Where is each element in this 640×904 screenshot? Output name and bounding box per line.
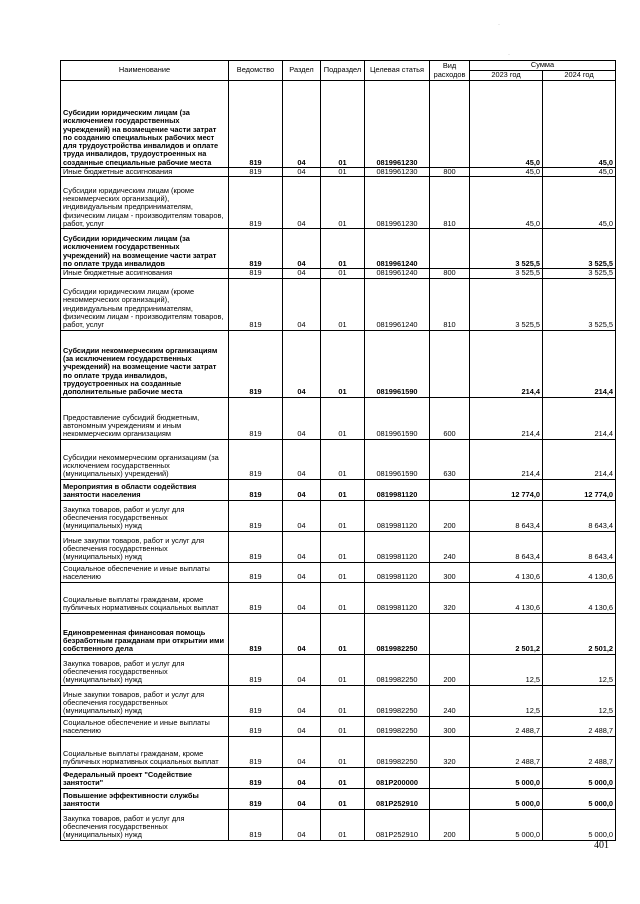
cell-sum-2023: 214,4: [470, 330, 543, 397]
cell-section: 04: [283, 809, 321, 840]
cell-department: 819: [229, 81, 283, 168]
cell-name: Иные закупки товаров, работ и услуг для обеспечения государственных (муниципальных) нужд: [61, 685, 229, 716]
cell-sum-2024: 8 643,4: [543, 531, 616, 562]
table-row: [61, 81, 616, 168]
cell-subsection: 01: [321, 500, 365, 531]
cell-sum-2024: 5 000,0: [543, 809, 616, 840]
cell-subsection: 01: [321, 767, 365, 788]
cell-sum-2023: 4 130,6: [470, 562, 543, 582]
cell-department: 819: [229, 531, 283, 562]
cell-sum-2023: 8 643,4: [470, 500, 543, 531]
cell-subsection: 01: [321, 278, 365, 330]
cell-sum-2023: 5 000,0: [470, 809, 543, 840]
cell-sum-2024: 12,5: [543, 685, 616, 716]
cell-sum-2023: 45,0: [470, 168, 543, 177]
cell-name: Субсидии юридическим лицам (кроме некоммерческих организаций), индивидуальным предпринимателям, физическим лицам - производителям товаров, работ, услуг: [61, 177, 229, 229]
cell-subsection: 01: [321, 788, 365, 809]
cell-section: 04: [283, 531, 321, 562]
header-subsection: Подраздел: [321, 61, 365, 81]
cell-name: Социальные выплаты гражданам, кроме публичных нормативных социальных выплат: [61, 582, 229, 613]
cell-department: 819: [229, 269, 283, 278]
cell-name: Иные бюджетные ассигнования: [61, 168, 229, 177]
cell-expense-type: [430, 81, 470, 168]
cell-name: Федеральный проект "Содействие занятости": [61, 767, 229, 788]
cell-target-article: 0819961230: [365, 168, 430, 177]
cell-name: Единовременная финансовая помощь безработным гражданам при открытии ими собственного дела: [61, 613, 229, 654]
cell-target-article: 0819981120: [365, 562, 430, 582]
cell-sum-2023: 4 130,6: [470, 582, 543, 613]
header-year-2023: 2023 год: [470, 71, 543, 81]
cell-target-article: 0819981120: [365, 500, 430, 531]
cell-section: 04: [283, 81, 321, 168]
table-row: [61, 439, 616, 479]
cell-section: 04: [283, 168, 321, 177]
cell-target-article: 0819961240: [365, 278, 430, 330]
cell-name: Социальные выплаты гражданам, кроме публичных нормативных социальных выплат: [61, 736, 229, 767]
cell-target-article: 081P252910: [365, 788, 430, 809]
budget-table: [60, 60, 616, 841]
cell-section: 04: [283, 330, 321, 397]
cell-sum-2024: 214,4: [543, 439, 616, 479]
cell-section: 04: [283, 767, 321, 788]
table-row: [61, 654, 616, 685]
header-section: Раздел: [283, 61, 321, 81]
cell-section: 04: [283, 685, 321, 716]
header-department: Ведомство: [229, 61, 283, 81]
cell-expense-type: 240: [430, 531, 470, 562]
cell-department: 819: [229, 500, 283, 531]
cell-name: Субсидии юридическим лицам (за исключением государственных учреждений) на возмещение части затрат по оплате труда инвалидов: [61, 229, 229, 269]
cell-subsection: 01: [321, 479, 365, 500]
cell-name: Предоставление субсидий бюджетным, автономным учреждениям и иным некоммерческим организациям: [61, 397, 229, 439]
cell-name: Субсидии некоммерческим организациям (за исключением государственных (муниципальных) учреждений): [61, 439, 229, 479]
cell-sum-2024: 4 130,6: [543, 582, 616, 613]
table-row: [61, 397, 616, 439]
cell-section: 04: [283, 582, 321, 613]
cell-department: 819: [229, 330, 283, 397]
cell-department: 819: [229, 716, 283, 736]
cell-subsection: 01: [321, 582, 365, 613]
table-row: [61, 177, 616, 229]
header-target-article: Целевая статья: [365, 61, 430, 81]
cell-subsection: 01: [321, 716, 365, 736]
cell-expense-type: [430, 330, 470, 397]
cell-sum-2023: 12 774,0: [470, 479, 543, 500]
cell-expense-type: [430, 767, 470, 788]
cell-section: 04: [283, 613, 321, 654]
cell-department: 819: [229, 397, 283, 439]
cell-sum-2024: 3 525,5: [543, 229, 616, 269]
cell-sum-2023: 214,4: [470, 439, 543, 479]
cell-name: Социальное обеспечение и иные выплаты населению: [61, 562, 229, 582]
cell-expense-type: 800: [430, 269, 470, 278]
cell-expense-type: 600: [430, 397, 470, 439]
cell-expense-type: 320: [430, 736, 470, 767]
cell-sum-2023: 45,0: [470, 177, 543, 229]
cell-section: 04: [283, 562, 321, 582]
header-expense-type: Вид расходов: [430, 61, 470, 81]
cell-sum-2023: 8 643,4: [470, 531, 543, 562]
cell-department: 819: [229, 177, 283, 229]
cell-target-article: 0819982250: [365, 736, 430, 767]
cell-sum-2023: 2 501,2: [470, 613, 543, 654]
cell-name: Закупка товаров, работ и услуг для обеспечения государственных (муниципальных) нужд: [61, 809, 229, 840]
cell-target-article: 0819981120: [365, 479, 430, 500]
cell-name: Иные закупки товаров, работ и услуг для обеспечения государственных (муниципальных) нужд: [61, 531, 229, 562]
cell-sum-2024: 5 000,0: [543, 788, 616, 809]
cell-name: Закупка товаров, работ и услуг для обеспечения государственных (муниципальных) нужд: [61, 500, 229, 531]
cell-section: 04: [283, 500, 321, 531]
cell-sum-2024: 4 130,6: [543, 562, 616, 582]
cell-target-article: 0819982250: [365, 654, 430, 685]
cell-target-article: 0819961240: [365, 269, 430, 278]
cell-sum-2024: 12,5: [543, 654, 616, 685]
cell-section: 04: [283, 788, 321, 809]
cell-target-article: 081P252910: [365, 809, 430, 840]
cell-subsection: 01: [321, 562, 365, 582]
cell-expense-type: 810: [430, 278, 470, 330]
table-row: [61, 716, 616, 736]
cell-name: Субсидии некоммерческим организациям (за исключением государственных учреждений) на возмещение части затрат по оплате труда инвалидов, трудоустроенных на созданные дополнительные рабочие места: [61, 330, 229, 397]
cell-target-article: 0819961590: [365, 330, 430, 397]
cell-target-article: 0819961590: [365, 397, 430, 439]
cell-name: Мероприятия в области содействия занятости населения: [61, 479, 229, 500]
cell-expense-type: [430, 229, 470, 269]
cell-name: Субсидии юридическим лицам (кроме некоммерческих организаций), индивидуальным предпринимателям, физическим лицам - производителям товаров, работ, услуг: [61, 278, 229, 330]
cell-target-article: 0819982250: [365, 685, 430, 716]
cell-department: 819: [229, 278, 283, 330]
cell-expense-type: 810: [430, 177, 470, 229]
cell-sum-2024: 8 643,4: [543, 500, 616, 531]
cell-section: 04: [283, 654, 321, 685]
table-row: [61, 613, 616, 654]
cell-sum-2023: 12,5: [470, 685, 543, 716]
cell-section: 04: [283, 278, 321, 330]
table-row: [61, 767, 616, 788]
cell-sum-2023: 12,5: [470, 654, 543, 685]
cell-sum-2023: 3 525,5: [470, 269, 543, 278]
cell-target-article: 081P200000: [365, 767, 430, 788]
cell-section: 04: [283, 269, 321, 278]
cell-department: 819: [229, 736, 283, 767]
cell-target-article: 0819961230: [365, 177, 430, 229]
cell-section: 04: [283, 229, 321, 269]
cell-target-article: 0819982250: [365, 613, 430, 654]
cell-sum-2023: 2 488,7: [470, 716, 543, 736]
cell-expense-type: 320: [430, 582, 470, 613]
cell-sum-2024: 45,0: [543, 168, 616, 177]
header-sum: Сумма: [470, 61, 616, 71]
header-name: Наименование: [61, 61, 229, 81]
cell-sum-2023: 45,0: [470, 81, 543, 168]
table-row: [61, 582, 616, 613]
cell-subsection: 01: [321, 229, 365, 269]
cell-expense-type: 200: [430, 654, 470, 685]
cell-subsection: 01: [321, 531, 365, 562]
cell-sum-2024: 45,0: [543, 177, 616, 229]
cell-sum-2023: 3 525,5: [470, 229, 543, 269]
cell-expense-type: 630: [430, 439, 470, 479]
cell-expense-type: 240: [430, 685, 470, 716]
cell-target-article: 0819981120: [365, 531, 430, 562]
cell-section: 04: [283, 397, 321, 439]
table-row: [61, 809, 616, 840]
cell-name: Закупка товаров, работ и услуг для обеспечения государственных (муниципальных) нужд: [61, 654, 229, 685]
cell-department: 819: [229, 685, 283, 716]
cell-subsection: 01: [321, 685, 365, 716]
cell-expense-type: 200: [430, 500, 470, 531]
cell-sum-2024: 214,4: [543, 397, 616, 439]
cell-sum-2023: 2 488,7: [470, 736, 543, 767]
cell-subsection: 01: [321, 613, 365, 654]
table-row: [61, 479, 616, 500]
table-row: [61, 229, 616, 269]
cell-expense-type: [430, 479, 470, 500]
cell-target-article: 0819981120: [365, 582, 430, 613]
cell-section: 04: [283, 736, 321, 767]
cell-target-article: 0819961240: [365, 229, 430, 269]
cell-section: 04: [283, 479, 321, 500]
cell-department: 819: [229, 767, 283, 788]
table-row: [61, 788, 616, 809]
cell-target-article: 0819961590: [365, 439, 430, 479]
cell-department: 819: [229, 654, 283, 685]
cell-department: 819: [229, 168, 283, 177]
cell-department: 819: [229, 562, 283, 582]
table-row: [61, 330, 616, 397]
cell-department: 819: [229, 479, 283, 500]
cell-target-article: 0819982250: [365, 716, 430, 736]
table-header: [61, 61, 616, 81]
table-row: [61, 531, 616, 562]
cell-sum-2024: 3 525,5: [543, 269, 616, 278]
scan-speck: ·: [508, 52, 510, 58]
page-number: 401: [594, 840, 609, 851]
cell-name: Иные бюджетные ассигнования: [61, 269, 229, 278]
cell-sum-2024: 12 774,0: [543, 479, 616, 500]
cell-sum-2024: 45,0: [543, 81, 616, 168]
cell-sum-2024: 5 000,0: [543, 767, 616, 788]
cell-subsection: 01: [321, 168, 365, 177]
cell-sum-2024: 2 488,7: [543, 736, 616, 767]
cell-expense-type: 800: [430, 168, 470, 177]
cell-sum-2023: 3 525,5: [470, 278, 543, 330]
table-row: [61, 736, 616, 767]
cell-expense-type: 300: [430, 562, 470, 582]
cell-subsection: 01: [321, 654, 365, 685]
table-row: [61, 500, 616, 531]
header-year-2024: 2024 год: [543, 71, 616, 81]
cell-subsection: 01: [321, 269, 365, 278]
cell-department: 819: [229, 613, 283, 654]
scan-speck: ·: [498, 22, 500, 28]
cell-section: 04: [283, 439, 321, 479]
table-row: [61, 168, 616, 177]
cell-name: Социальное обеспечение и иные выплаты населению: [61, 716, 229, 736]
cell-sum-2023: 5 000,0: [470, 767, 543, 788]
cell-sum-2024: 2 501,2: [543, 613, 616, 654]
cell-sum-2024: 2 488,7: [543, 716, 616, 736]
table-body: [61, 81, 616, 841]
table-row: [61, 562, 616, 582]
cell-subsection: 01: [321, 177, 365, 229]
cell-expense-type: 200: [430, 809, 470, 840]
cell-expense-type: 300: [430, 716, 470, 736]
cell-subsection: 01: [321, 736, 365, 767]
cell-subsection: 01: [321, 330, 365, 397]
cell-department: 819: [229, 582, 283, 613]
cell-sum-2024: 214,4: [543, 330, 616, 397]
cell-sum-2024: 3 525,5: [543, 278, 616, 330]
cell-department: 819: [229, 439, 283, 479]
table-row: [61, 269, 616, 278]
cell-expense-type: [430, 613, 470, 654]
cell-department: 819: [229, 229, 283, 269]
cell-name: Повышение эффективности службы занятости: [61, 788, 229, 809]
cell-subsection: 01: [321, 397, 365, 439]
cell-name: Субсидии юридическим лицам (за исключением государственных учреждений) на возмещение части затрат по созданию специальных рабочих мест для трудоустройства инвалидов и оплате труда инвалидов, трудоустроенных на созданные специальные рабочие места: [61, 81, 229, 168]
cell-section: 04: [283, 716, 321, 736]
cell-subsection: 01: [321, 81, 365, 168]
cell-subsection: 01: [321, 439, 365, 479]
cell-subsection: 01: [321, 809, 365, 840]
table-row: [61, 685, 616, 716]
cell-target-article: 0819961230: [365, 81, 430, 168]
cell-section: 04: [283, 177, 321, 229]
cell-department: 819: [229, 809, 283, 840]
cell-sum-2023: 214,4: [470, 397, 543, 439]
cell-sum-2023: 5 000,0: [470, 788, 543, 809]
cell-expense-type: [430, 788, 470, 809]
cell-department: 819: [229, 788, 283, 809]
table-row: [61, 278, 616, 330]
